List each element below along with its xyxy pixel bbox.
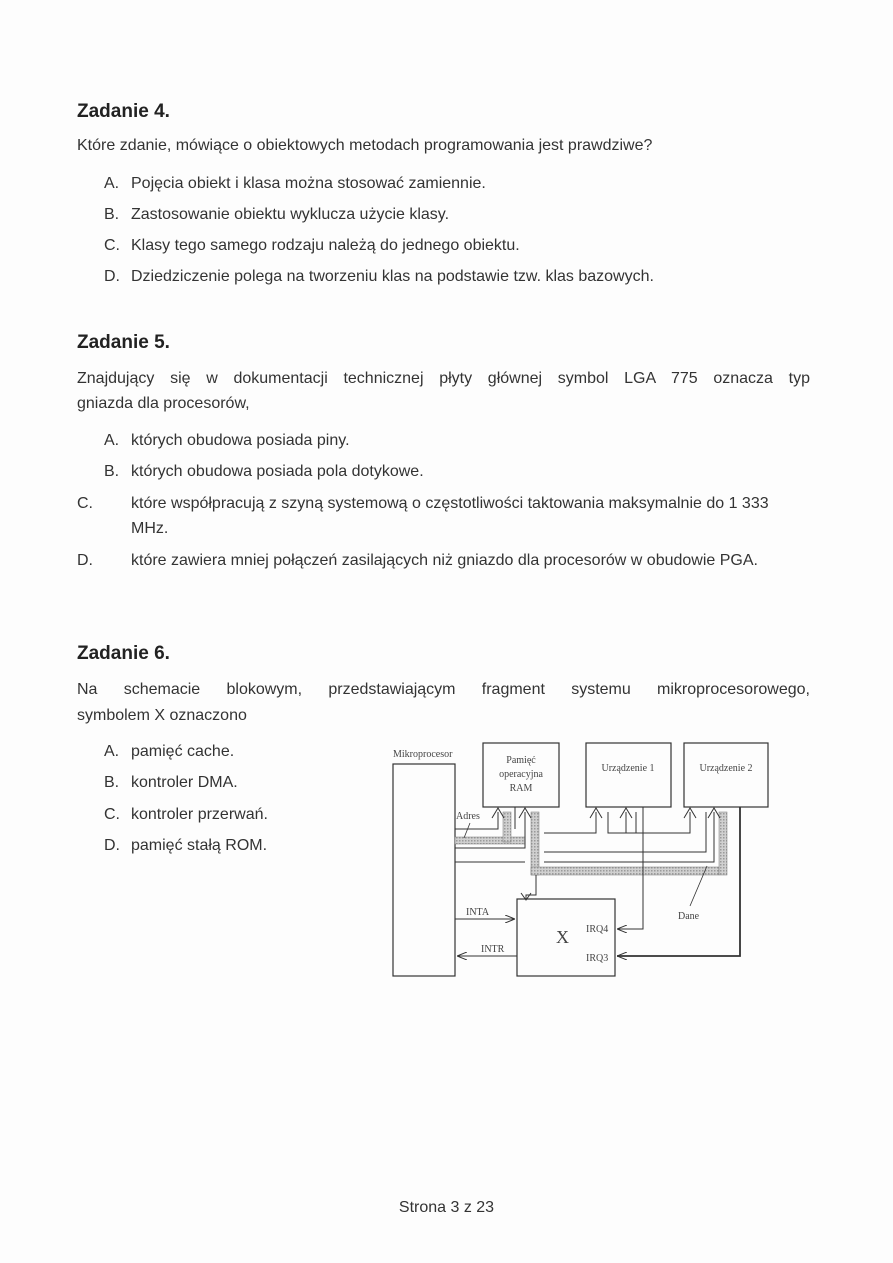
task-6-title: Zadanie 6. [77, 643, 170, 664]
task-5-answer-a [104, 428, 810, 453]
answer-text: które współpracują z szyną systemową o częstotliwości taktowania maksymalnie do 1 333 MHz. [131, 495, 769, 537]
answer-letter: B. [104, 206, 120, 223]
task-6-question-line2: symbolem X oznaczono [77, 707, 247, 724]
task-4-answer-c [104, 233, 810, 258]
irq4-label: IRQ4 [586, 924, 609, 935]
answer-letter: C. [77, 495, 93, 512]
answer-letter: D. [77, 552, 93, 569]
answer-letter: D. [104, 837, 120, 854]
task-4-answer-b [104, 202, 810, 227]
task-6-answer-b [104, 770, 364, 795]
answer-letter: A. [104, 432, 120, 449]
answer-letter: D. [104, 268, 120, 285]
task-5-question-line1: Znajdujący się w dokumentacji technicznej płyty głównej symbol LGA 775 oznacza typ [77, 370, 810, 387]
answer-text: kontroler DMA. [131, 774, 238, 791]
microprocessor-label: Mikroprocesor [393, 749, 453, 760]
answer-text: Zastosowanie obiektu wyklucza użycie klasy. [131, 206, 450, 223]
answer-letter: B. [104, 774, 120, 791]
address-label: Adres [456, 811, 480, 822]
page-number: Strona 3 z 23 [398, 1199, 495, 1216]
task-5-answer-b [104, 459, 810, 484]
x-label: X [556, 927, 569, 947]
ram-label-line2: operacyjna [499, 769, 543, 780]
task-4-answer-d [104, 264, 810, 289]
ram-label-line1: Pamięć [506, 755, 536, 766]
answer-text: Dziedziczenie polega na tworzeniu klas na podstawie tzw. klas bazowych. [131, 268, 654, 285]
answer-text: Pojęcia obiekt i klasa można stosować zamiennie. [131, 175, 486, 192]
answer-text: których obudowa posiada pola dotykowe. [131, 463, 424, 480]
intr-label: INTR [481, 944, 505, 955]
answer-letter: A. [104, 743, 120, 760]
answer-text: Klasy tego samego rodzaju należą do jednego obiektu. [131, 237, 520, 254]
answer-text: pamięć stałą ROM. [131, 837, 268, 854]
data-bus [455, 807, 720, 900]
block-diagram [388, 738, 778, 986]
task-4-answer-a [104, 171, 810, 196]
task-5-answer-c [77, 491, 810, 541]
x-block [517, 899, 615, 976]
answer-text: kontroler przerwań. [131, 806, 268, 823]
ram-block [483, 743, 559, 807]
answer-letter: C. [104, 806, 120, 823]
task-6-answer-a [104, 739, 364, 764]
answer-letter: B. [104, 463, 120, 480]
device-2-label: Urządzenie 2 [699, 763, 753, 774]
task-5-answer-d [77, 548, 810, 573]
inta-label: INTA [466, 907, 490, 918]
task-5-title: Zadanie 5. [77, 332, 170, 353]
task-5-question-line2: gniazda dla procesorów, [77, 395, 250, 412]
device-2-block [684, 743, 768, 807]
irq3-label: IRQ3 [586, 953, 609, 964]
device-1-label: Urządzenie 1 [601, 763, 655, 774]
address-bus [455, 811, 727, 875]
task-4-question: Które zdanie, mówiące o obiektowych metodach programowania jest prawdziwe? [77, 137, 653, 154]
answer-letter: A. [104, 175, 120, 192]
answer-text: które zawiera mniej połączeń zasilających niż gniazdo dla procesorów w obudowie PGA. [131, 552, 758, 569]
answer-text: których obudowa posiada piny. [131, 432, 350, 449]
ram-label-line3: RAM [509, 783, 533, 794]
device-1-block [586, 743, 671, 807]
answer-text: pamięć cache. [131, 743, 235, 760]
task-6-question-line1: Na schemacie blokowym, przedstawiającym fragment systemu mikroprocesorowego, [77, 681, 810, 698]
microprocessor-block [393, 749, 455, 976]
task-6-answer-d [104, 833, 364, 858]
data-label: Dane [678, 911, 700, 922]
answer-letter: C. [104, 237, 120, 254]
task-6-answer-c [104, 802, 364, 827]
task-4-title: Zadanie 4. [77, 101, 170, 122]
